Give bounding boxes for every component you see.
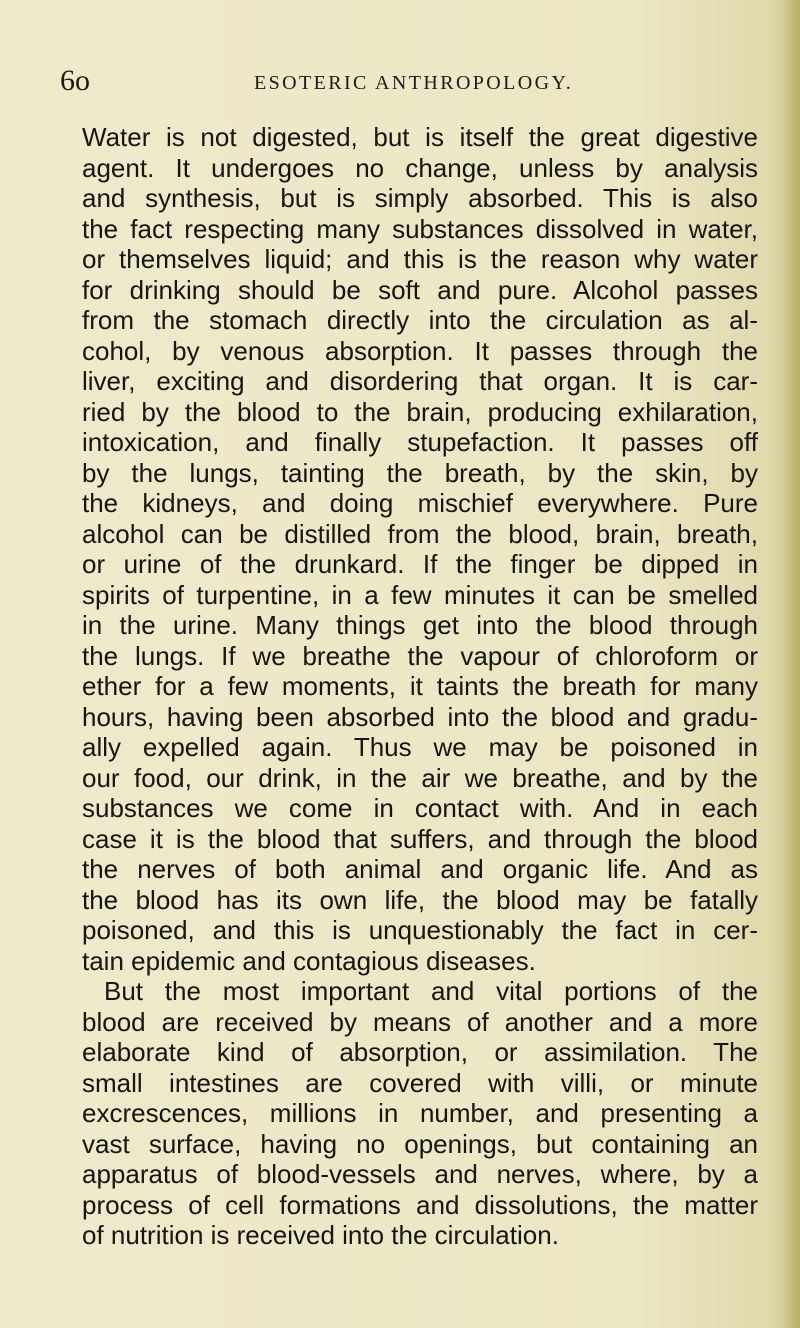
text-line: the fact respecting many substances dissolved in water,: [82, 213, 758, 244]
text-line: by the lungs, tainting the breath, by the skin, by: [82, 457, 758, 488]
text-line: process of cell formations and dissolutions, the matter: [82, 1189, 758, 1220]
text-line: cohol, by venous absorption. It passes through the: [82, 335, 758, 366]
text-line: Water is not digested, but is itself the great digestive: [82, 122, 758, 152]
text-line: ried by the blood to the brain, producing exhilaration,: [82, 396, 758, 427]
text-line: our food, our drink, in the air we breathe, and by the: [82, 762, 758, 793]
text-line: excrescences, millions in number, and presenting a: [82, 1098, 758, 1128]
running-title: ESOTERIC ANTHROPOLOGY.: [254, 72, 574, 94]
text-line: the nerves of both animal and organic life. And as: [82, 854, 758, 884]
text-line: from the stomach directly into the circulation as al-: [82, 305, 758, 335]
text-line: of nutrition is received into the circulation.: [82, 1220, 559, 1250]
text-line: the kidneys, and doing mischief everywhere. Pure: [82, 488, 758, 518]
text-line: or urine of the drunkard. If the finger be dipped in: [82, 549, 758, 579]
text-line: intoxication, and finally stupefaction. It passes off: [82, 427, 758, 457]
body-text: [82, 122, 758, 1251]
text-line: tain epidemic and contagious diseases.: [82, 945, 536, 976]
text-line: spirits of turpentine, in a few minutes it can be smelled: [82, 579, 758, 610]
text-line: the blood has its own life, the blood may be fatally: [82, 884, 758, 915]
text-line: vast surface, having no openings, but containing an: [82, 1128, 758, 1159]
text-line: apparatus of blood-vessels and nerves, where, by a: [82, 1159, 758, 1189]
text-line: hours, having been absorbed into the blood and gradu-: [82, 701, 758, 732]
text-line: poisoned, and this is unquestionably the fact in cer-: [82, 915, 758, 945]
text-line: case it is the blood that suffers, and through the blood: [82, 823, 758, 854]
text-line: substances we come in contact with. And in each: [82, 793, 758, 823]
text-line: alcohol can be distilled from the blood, brain, breath,: [82, 518, 758, 549]
text-line: ether for a few moments, it taints the breath for many: [82, 671, 758, 701]
text-line: in the urine. Many things get into the blood through: [82, 610, 758, 640]
text-line: But the most important and vital portions of the: [104, 976, 758, 1006]
page-edge-shadow: [784, 0, 800, 1328]
text-line: liver, exciting and disordering that organ. It is car-: [82, 366, 758, 396]
text-line: small intestines are covered with villi, or minute: [82, 1067, 758, 1098]
running-head: [0, 64, 800, 104]
text-line: agent. It undergoes no change, unless by analysis: [82, 152, 758, 183]
text-line: elaborate kind of absorption, or assimilation. The: [82, 1037, 758, 1067]
text-line: for drinking should be soft and pure. Alcohol passes: [82, 274, 758, 305]
text-line: blood are received by means of another and a more: [82, 1006, 758, 1037]
text-line: the lungs. If we breathe the vapour of chloroform or: [82, 640, 758, 671]
text-line: or themselves liquid; and this is the reason why water: [82, 244, 758, 274]
text-line: and synthesis, but is simply absorbed. This is also: [82, 183, 758, 213]
page-number: 6o: [60, 64, 90, 97]
text-line: ally expelled again. Thus we may be poisoned in: [82, 732, 758, 762]
